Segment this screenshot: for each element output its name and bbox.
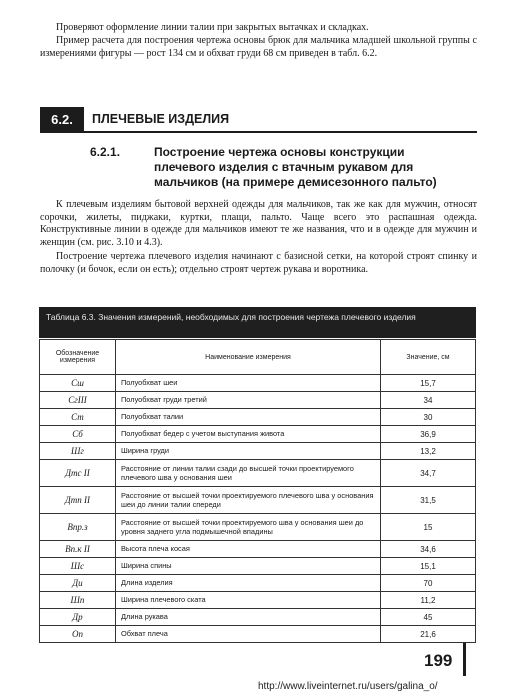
cell-name: Высота плеча косая xyxy=(116,541,381,558)
page-number-bar xyxy=(463,643,466,676)
cell-name: Расстояние от высшей точки проектируемого шва у основания шеи до уровня заднего угла подмышечной впадины xyxy=(116,514,381,541)
cell-symbol: Оп xyxy=(40,626,116,643)
subsection-title: Построение чертежа основы конструкции плечевого изделия с втачным рукавом для мальчиков (на примере демисезонного пальто) xyxy=(154,145,437,189)
table-row xyxy=(40,426,476,443)
cell-value: 45 xyxy=(381,609,476,626)
table-row xyxy=(40,514,476,541)
cell-name: Ширина спины xyxy=(116,558,381,575)
cell-symbol: Вп.к II xyxy=(40,541,116,558)
cell-symbol: Сб xyxy=(40,426,116,443)
cell-symbol: Шс xyxy=(40,558,116,575)
cell-symbol: Дтс II xyxy=(40,460,116,487)
table-header-row xyxy=(40,340,476,375)
header-name: Наименование измерения xyxy=(116,340,381,375)
cell-symbol: Ди xyxy=(40,575,116,592)
cell-value: 31,5 xyxy=(381,487,476,514)
measurements-table xyxy=(39,339,476,643)
cell-value: 34 xyxy=(381,392,476,409)
cell-symbol: СгIII xyxy=(40,392,116,409)
cell-name: Длина рукава xyxy=(116,609,381,626)
watermark-url: http://www.liveinternet.ru/users/galina_o/ xyxy=(258,681,438,692)
cell-name: Полуобхват бедер с учетом выступания живота xyxy=(116,426,381,443)
cell-name: Ширина груди xyxy=(116,443,381,460)
table-row xyxy=(40,541,476,558)
cell-name: Расстояние от линии талии сзади до высшей точки проектируемого плечевого шва у основания шеи xyxy=(116,460,381,487)
table-row xyxy=(40,487,476,514)
table-row xyxy=(40,626,476,643)
section-rule xyxy=(40,131,477,133)
body-paragraph-1: К плечевым изделиям бытовой верхней одежды для мальчиков, так же как для мужчин, относят сорочки, жилеты, пиджаки, куртки, плащи, пальто. Чаще всего это распашная одежда. Конструктивные линии в одежде для мальчиков имеют те же названия, что и в одежде для мужчин и женщин (см. рис. 3.10 и 4.3). xyxy=(40,199,477,248)
cell-symbol: Шп xyxy=(40,592,116,609)
cell-symbol: Сш xyxy=(40,375,116,392)
table-row xyxy=(40,609,476,626)
header-value: Значение, см xyxy=(381,340,476,375)
subsection-heading xyxy=(90,145,460,190)
table-row xyxy=(40,592,476,609)
section-title: ПЛЕЧЕВЫЕ ИЗДЕЛИЯ xyxy=(92,112,230,126)
cell-symbol: Впр.з xyxy=(40,514,116,541)
subsection-number: 6.2.1. xyxy=(90,145,121,159)
cell-name: Расстояние от высшей точки проектируемого плечевого шва у основания шеи до линии талии спереди xyxy=(116,487,381,514)
body-paragraph-2: Построение чертежа плечевого изделия начинают с базисной сетки, на которой строят спинку и полочку (и бочок, если он есть); отдельно строят чертеж рукава и воротника. xyxy=(40,251,477,275)
cell-symbol: Ст xyxy=(40,409,116,426)
cell-value: 21,6 xyxy=(381,626,476,643)
table-row xyxy=(40,409,476,426)
cell-symbol: Дтп II xyxy=(40,487,116,514)
table-caption: Таблица 6.3. Значения измерений, необходимых для построения чертежа плечевого изделия xyxy=(39,307,476,338)
table-row xyxy=(40,575,476,592)
cell-symbol: Др xyxy=(40,609,116,626)
table-row xyxy=(40,443,476,460)
cell-value: 34,6 xyxy=(381,541,476,558)
section-number: 6.2. xyxy=(40,107,84,132)
intro-paragraph-2: Пример расчета для построения чертежа основы брюк для мальчика младшей школьной группы с измерениями фигуры — рост 134 см и обхват груди 68 см приведен в табл. 6.2. xyxy=(40,35,477,59)
page-number: 199 xyxy=(424,651,453,670)
cell-name: Полуобхват талии xyxy=(116,409,381,426)
table-row xyxy=(40,375,476,392)
cell-value: 15,7 xyxy=(381,375,476,392)
cell-value: 70 xyxy=(381,575,476,592)
cell-value: 15 xyxy=(381,514,476,541)
cell-name: Длина изделия xyxy=(116,575,381,592)
cell-value: 30 xyxy=(381,409,476,426)
cell-name: Ширина плечевого ската xyxy=(116,592,381,609)
intro-paragraph-1: Проверяют оформление линии талии при закрытых вытачках и складках. xyxy=(56,22,369,33)
cell-value: 36,9 xyxy=(381,426,476,443)
table-row xyxy=(40,460,476,487)
cell-symbol: Шг xyxy=(40,443,116,460)
table-row xyxy=(40,392,476,409)
cell-value: 13,2 xyxy=(381,443,476,460)
table-row xyxy=(40,558,476,575)
cell-value: 34,7 xyxy=(381,460,476,487)
cell-name: Полуобхват груди третий xyxy=(116,392,381,409)
cell-value: 15,1 xyxy=(381,558,476,575)
cell-name: Полуобхват шеи xyxy=(116,375,381,392)
section-header xyxy=(40,107,477,132)
cell-name: Обхват плеча xyxy=(116,626,381,643)
cell-value: 11,2 xyxy=(381,592,476,609)
header-symbol: Обозначение измерения xyxy=(40,340,116,375)
